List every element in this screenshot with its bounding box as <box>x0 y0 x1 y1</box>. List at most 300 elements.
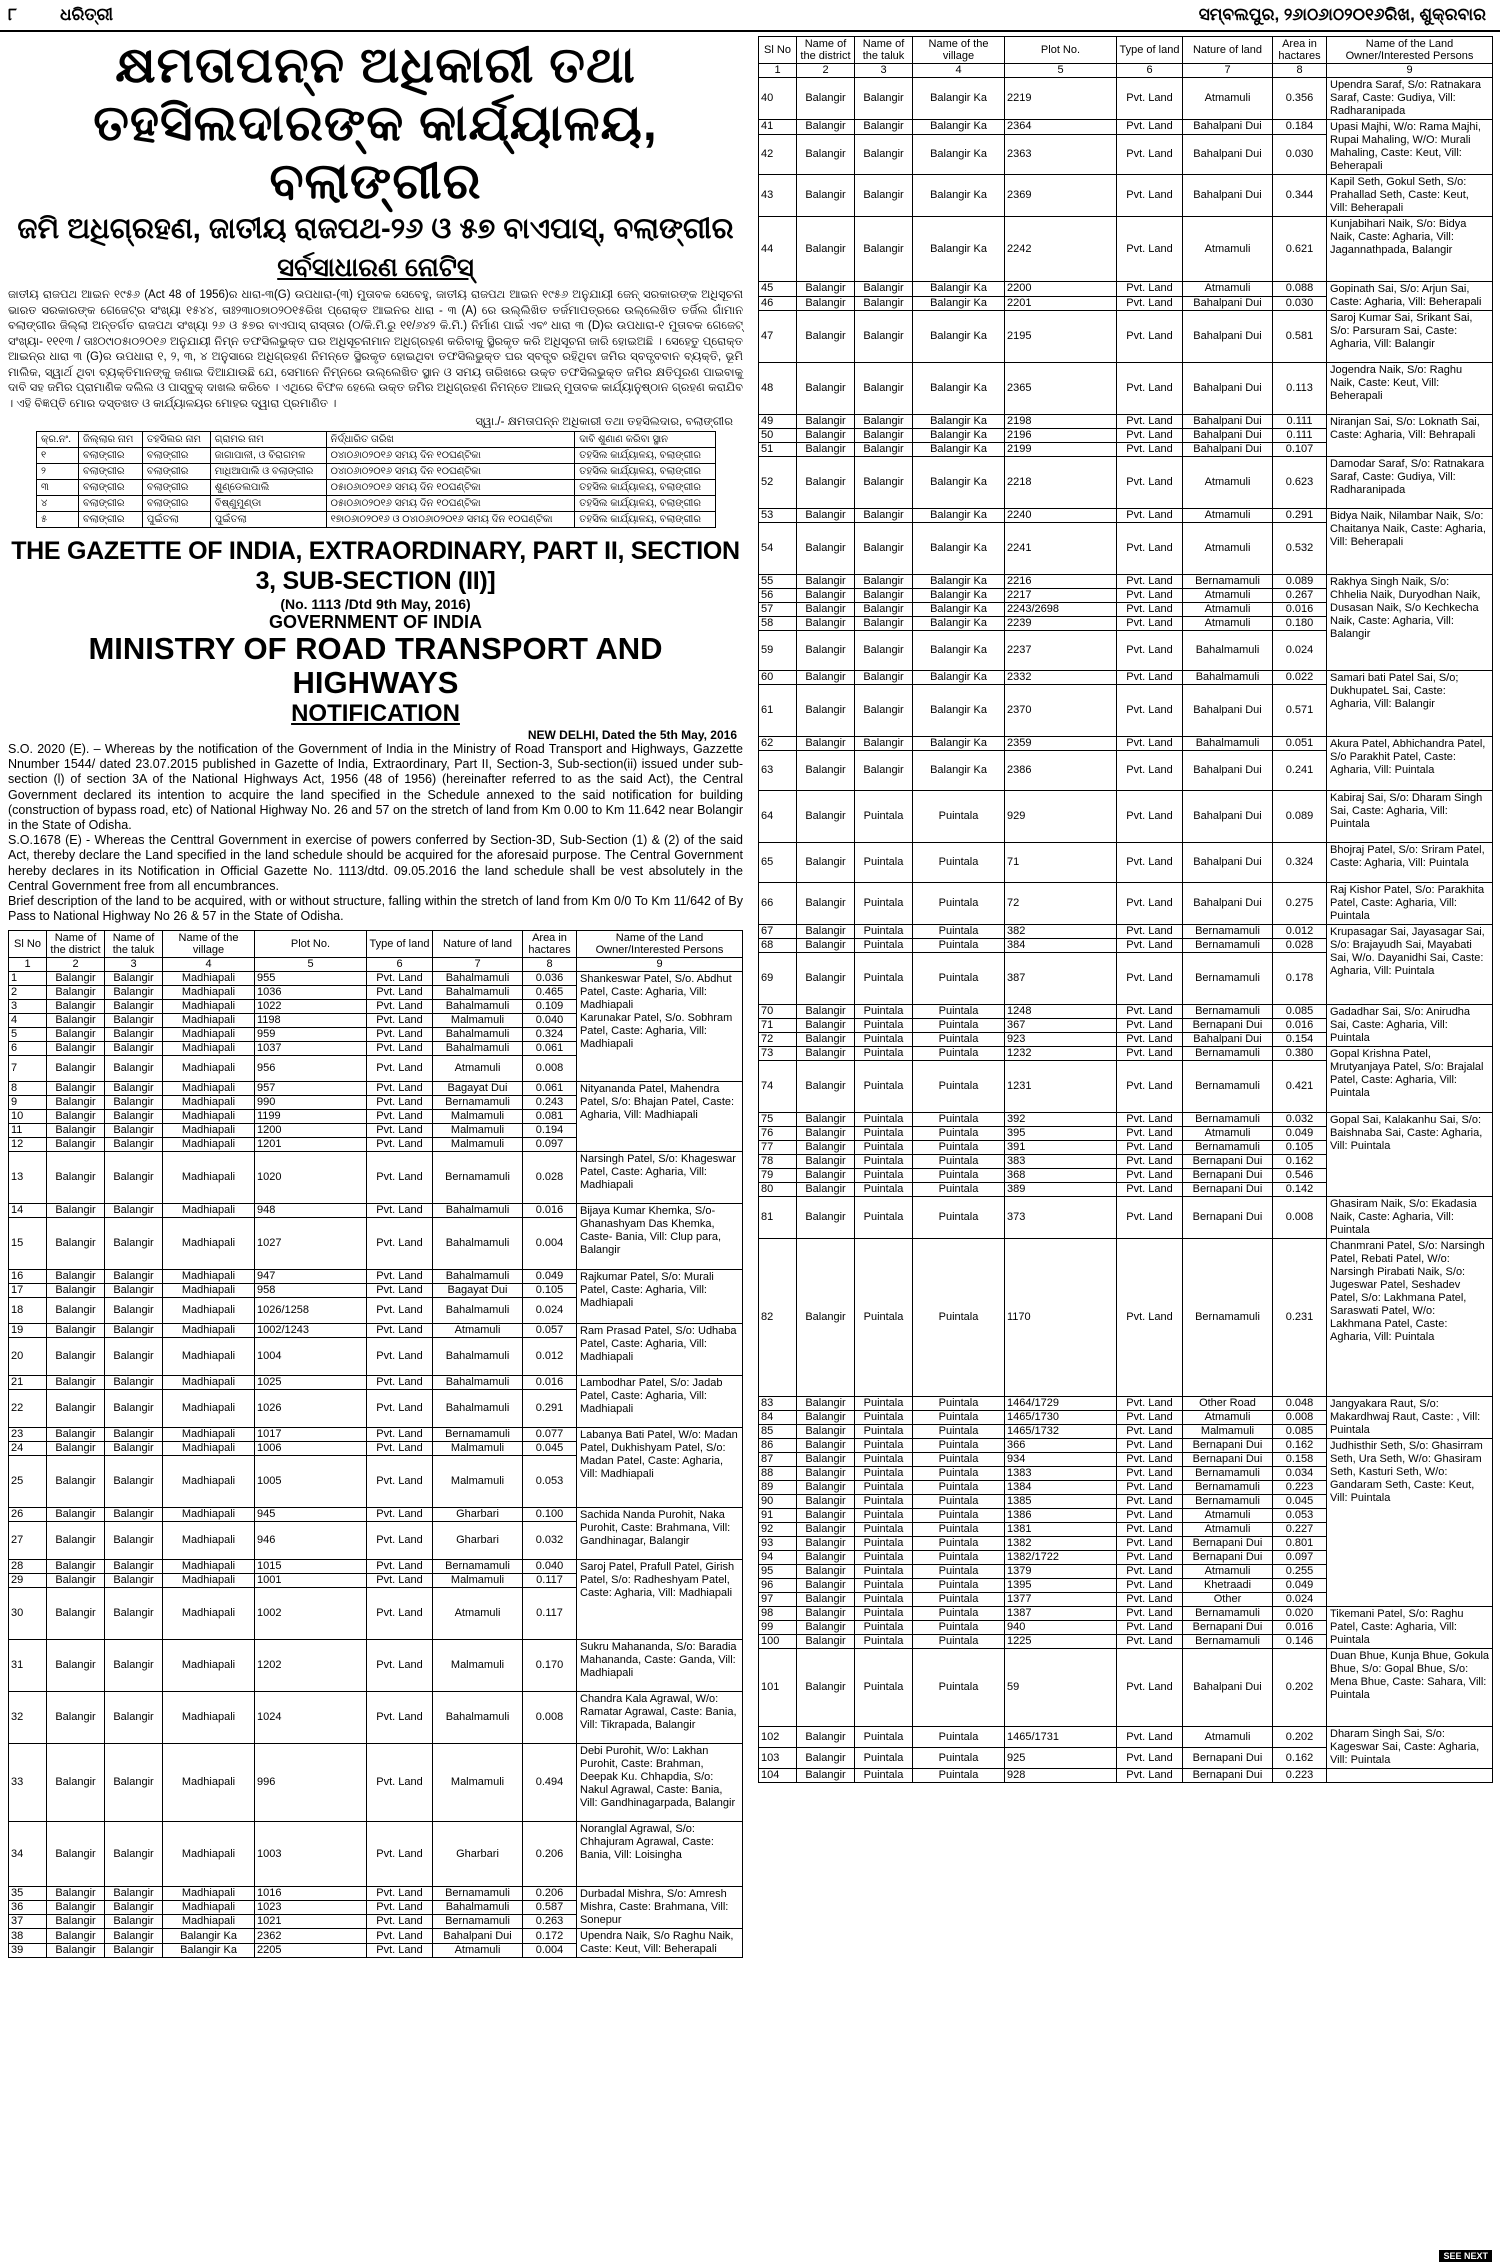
plot-no-cell: 72 <box>1005 883 1117 925</box>
table-cell: Balangir <box>797 751 855 791</box>
table-cell: Pvt. Land <box>367 1442 433 1456</box>
table-cell: 0.024 <box>523 1298 577 1324</box>
table-cell: Balangir <box>47 1822 105 1887</box>
table-row <box>759 883 1493 925</box>
table-cell: Balangir <box>855 589 913 603</box>
table-cell: Bernamamuli <box>433 1887 523 1901</box>
table-cell: 0.172 <box>523 1929 577 1944</box>
table-cell: Puintala <box>855 1523 913 1537</box>
schedule-cell: ୦୪ାଠ୬ାଠ୨୦୧୬ ସମୟ ଦିନ ୧୦ଘଣ୍ଟିକା <box>326 464 575 480</box>
table-cell: Balangir <box>47 1284 105 1298</box>
table-cell: 0.117 <box>523 1588 577 1640</box>
table-cell: Madhiapali <box>163 1574 255 1588</box>
table-cell: Puintala <box>913 1141 1005 1155</box>
table-cell: Balangir <box>797 1127 855 1141</box>
table-cell: Pvt. Land <box>1117 843 1183 883</box>
table-cell: Balangir <box>797 134 855 174</box>
column-number: 8 <box>1273 64 1327 78</box>
table-cell: Atmamuli <box>1183 1523 1273 1537</box>
table-cell: Puintala <box>855 1127 913 1141</box>
table-cell: Puintala <box>855 1141 913 1155</box>
table-cell: 0.587 <box>523 1901 577 1915</box>
schedule-cell: ବଲାଙ୍ଗୀର <box>78 448 142 464</box>
table-cell: Madhiapali <box>163 1915 255 1929</box>
schedule-row <box>37 464 716 480</box>
table-cell: Balangir <box>105 1000 163 1014</box>
table-cell: 97 <box>759 1593 797 1607</box>
table-cell: 49 <box>759 415 797 429</box>
table-cell: 0.085 <box>1273 1005 1327 1019</box>
table-cell: Pvt. Land <box>1117 1033 1183 1047</box>
table-row <box>759 575 1493 589</box>
table-cell: Puintala <box>855 1621 913 1635</box>
table-cell: Balangir <box>797 1061 855 1113</box>
table-cell: Pvt. Land <box>1117 1425 1183 1439</box>
table-cell: Bahalmamuli <box>433 986 523 1000</box>
table-cell: Khetraadi <box>1183 1579 1273 1593</box>
column-header: Plot No. <box>1005 37 1117 64</box>
owner-cell: Tikemani Patel, S/o: Raghu Patel, Caste: Agharia, Vill: Puintala <box>1327 1607 1493 1649</box>
plot-no-cell: 1383 <box>1005 1467 1117 1481</box>
table-cell: Madhiapali <box>163 1152 255 1204</box>
table-cell: Balangir <box>105 1456 163 1508</box>
table-cell: Balangir Ka <box>913 311 1005 363</box>
table-cell: Bahalpani Dui <box>1183 120 1273 135</box>
plot-no-cell: 2240 <box>1005 509 1117 523</box>
table-cell: Madhiapali <box>163 1138 255 1152</box>
table-cell: Pvt. Land <box>1117 134 1183 174</box>
table-cell: 0.016 <box>1273 603 1327 617</box>
table-cell: Balangir <box>855 737 913 751</box>
table-cell: 0.801 <box>1273 1537 1327 1551</box>
table-cell: 6 <box>9 1042 47 1056</box>
plot-no-cell: 1386 <box>1005 1509 1117 1523</box>
table-cell: Malmamuli <box>433 1124 523 1138</box>
table-cell: 0.227 <box>1273 1523 1327 1537</box>
table-cell: Atmamuli <box>1183 78 1273 120</box>
table-cell: 13 <box>9 1152 47 1204</box>
plot-no-cell: 2370 <box>1005 685 1117 737</box>
table-cell: Pvt. Land <box>1117 883 1183 925</box>
table-row <box>759 925 1493 939</box>
plot-no-cell: 384 <box>1005 939 1117 953</box>
table-cell: Balangir <box>47 1887 105 1901</box>
table-row <box>9 1744 743 1822</box>
plot-no-cell: 945 <box>255 1508 367 1522</box>
table-cell: Balangir <box>797 791 855 843</box>
table-cell: Balangir Ka <box>913 120 1005 135</box>
table-cell: 63 <box>759 751 797 791</box>
table-cell: Madhiapali <box>163 1508 255 1522</box>
table-cell: 0.057 <box>523 1324 577 1338</box>
table-cell: Puintala <box>913 843 1005 883</box>
plot-no-cell: 1379 <box>1005 1565 1117 1579</box>
table-cell: 98 <box>759 1607 797 1621</box>
table-cell: Puintala <box>855 1769 913 1783</box>
table-cell: Balangir <box>105 1560 163 1574</box>
plot-no-cell: 1003 <box>255 1822 367 1887</box>
table-cell: Bahalmamuli <box>433 1390 523 1428</box>
table-row <box>759 282 1493 297</box>
plot-no-cell: 1023 <box>255 1901 367 1915</box>
table-cell: Balangir <box>797 282 855 297</box>
table-row <box>759 1649 1493 1727</box>
table-cell: Pvt. Land <box>367 1124 433 1138</box>
table-cell: 0.028 <box>1273 939 1327 953</box>
table-cell: Puintala <box>913 953 1005 1005</box>
table-cell: Puintala <box>855 1005 913 1019</box>
table-cell: Balangir Ka <box>913 415 1005 429</box>
table-cell: Puintala <box>855 1397 913 1411</box>
table-cell: Pvt. Land <box>1117 631 1183 671</box>
table-cell: Malmamuli <box>433 1138 523 1152</box>
table-cell: Balangir <box>797 429 855 443</box>
table-cell: Balangir <box>105 1929 163 1944</box>
table-cell: Atmamuli <box>1183 589 1273 603</box>
owner-cell: Duan Bhue, Kunja Bhue, Gokula Bhue, S/o: Gopal Bhue, S/o: Mena Bhue, Caste: Sahara, Vill: Puintala <box>1327 1649 1493 1727</box>
schedule-row <box>37 512 716 528</box>
owner-cell: Raj Kishor Patel, S/o: Parakhita Patel, Caste: Agharia, Vill: Puintala <box>1327 883 1493 925</box>
table-cell: 0.243 <box>523 1096 577 1110</box>
owner-cell: Sukru Mahananda, S/o: Baradia Mahananda, Caste: Ganda, Vill: Madhiapali <box>577 1640 743 1692</box>
table-cell: 92 <box>759 1523 797 1537</box>
plot-no-cell: 1017 <box>255 1428 367 1442</box>
table-cell: Puintala <box>855 1748 913 1769</box>
plot-no-cell: 1232 <box>1005 1047 1117 1061</box>
table-cell: Bahalmamuli <box>433 1000 523 1014</box>
table-cell: Puintala <box>855 1481 913 1495</box>
column-header: Area in hactares <box>1273 37 1327 64</box>
table-header-row <box>9 931 743 958</box>
table-cell: 52 <box>759 457 797 509</box>
owner-cell: Upasi Majhi, W/o: Rama Majhi, Rupai Mahaling, W/O: Murali Mahaling, Caste: Keut, Vill: Beherapali <box>1327 120 1493 175</box>
table-cell: Pvt. Land <box>1117 1183 1183 1197</box>
table-cell: 0.045 <box>523 1442 577 1456</box>
table-cell: Bernamamuli <box>1183 1481 1273 1495</box>
table-cell: Balangir <box>797 671 855 685</box>
table-cell: Pvt. Land <box>1117 737 1183 751</box>
plot-no-cell: 925 <box>1005 1748 1117 1769</box>
table-cell: Puintala <box>913 1481 1005 1495</box>
table-cell: Balangir <box>47 1270 105 1284</box>
column-header: Nature of land <box>433 931 523 958</box>
table-row <box>9 1082 743 1096</box>
table-cell: Pvt. Land <box>367 1110 433 1124</box>
table-cell: Puintala <box>913 1047 1005 1061</box>
publication-name: ଧରିତ୍ରୀ <box>60 5 114 24</box>
table-cell: Balangir <box>47 1508 105 1522</box>
table-cell: 0.088 <box>1273 282 1327 297</box>
schedule-row <box>37 448 716 464</box>
owner-cell: Gopal Krishna Patel, Mrutyanjaya Patel, S/o: Brajalal Patel, Caste: Agharia, Vill: Puintala <box>1327 1047 1493 1113</box>
table-cell: Bahalmamuli <box>433 1028 523 1042</box>
table-cell: Balangir <box>47 1692 105 1744</box>
plot-no-cell: 1382/1722 <box>1005 1551 1117 1565</box>
table-cell: Balangir <box>797 589 855 603</box>
table-cell: 0.170 <box>523 1640 577 1692</box>
owner-cell: Upendra Naik, S/o Raghu Naik, Caste: Keut, Vill: Beherapali <box>577 1929 743 1958</box>
table-cell: Puintala <box>913 1453 1005 1467</box>
table-cell: 0.053 <box>523 1456 577 1508</box>
table-cell: 0.016 <box>523 1204 577 1218</box>
table-row <box>9 1324 743 1338</box>
table-cell: Balangir <box>47 1042 105 1056</box>
table-cell: 26 <box>9 1508 47 1522</box>
table-cell: Puintala <box>855 1649 913 1727</box>
table-cell: Puintala <box>913 1239 1005 1397</box>
owner-cell: Labanya Bati Patel, W/o: Madan Patel, Dukhishyam Patel, S/o: Madan Patel, Caste: Agharia, Vill: Madhiapali <box>577 1428 743 1508</box>
table-cell: Malmamuli <box>433 1442 523 1456</box>
table-row <box>759 415 1493 429</box>
table-cell: Pvt. Land <box>1117 457 1183 509</box>
table-cell: Bernamamuli <box>1183 925 1273 939</box>
schedule-row <box>37 496 716 512</box>
table-cell: 0.117 <box>523 1574 577 1588</box>
schedule-header-cell: ଦାବି ଶୁଣାଣ କରିବା ସ୍ଥାନ <box>575 432 716 448</box>
plot-no-cell: 1225 <box>1005 1635 1117 1649</box>
schedule-header-cell: ଜିଲ୍ଲାର ନାମ <box>78 432 142 448</box>
owner-cell: Debi Purohit, W/o: Lakhan Purohit, Caste: Brahman, Deepak Ku. Chhapdia, S/o: Nakul Agrawal, Caste: Bania, Vill: Gandhinagarpada, Balangir <box>577 1744 743 1822</box>
table-cell: 72 <box>759 1033 797 1047</box>
table-cell: 0.105 <box>523 1284 577 1298</box>
table-cell: Balangir <box>797 1509 855 1523</box>
table-cell: 50 <box>759 429 797 443</box>
schedule-cell: ତହସିଲ କାର୍ଯ୍ୟାଳୟ, ବଲାଙ୍ଗୀର <box>575 448 716 464</box>
table-cell: Balangir <box>47 1014 105 1028</box>
table-cell: Balangir <box>855 509 913 523</box>
table-cell: Bahalmamuli <box>433 1270 523 1284</box>
owner-cell: Bhojraj Patel, S/o: Sriram Patel, Caste: Agharia, Vill: Puintala <box>1327 843 1493 883</box>
table-cell: 54 <box>759 523 797 575</box>
plot-no-cell: 928 <box>1005 1769 1117 1783</box>
table-cell: 0.016 <box>523 1376 577 1390</box>
table-cell: 89 <box>759 1481 797 1495</box>
schedule-cell: ତହସିଲ କାର୍ଯ୍ୟାଳୟ, ବଲାଙ୍ଗୀର <box>575 480 716 496</box>
owner-cell: Saroj Kumar Sai, Srikant Sai, S/o: Parsuram Sai, Caste: Agharia, Vill: Balangir <box>1327 311 1493 363</box>
table-cell: Pvt. Land <box>1117 1439 1183 1453</box>
table-cell: Balangir <box>47 1376 105 1390</box>
table-cell: Balangir <box>47 1588 105 1640</box>
table-cell: Pvt. Land <box>367 1508 433 1522</box>
plot-no-cell: 1015 <box>255 1560 367 1574</box>
table-cell: Pvt. Land <box>1117 1727 1183 1748</box>
table-cell: Balangir <box>47 1442 105 1456</box>
plot-no-cell: 1464/1729 <box>1005 1397 1117 1411</box>
table-cell: Balangir Ka <box>913 685 1005 737</box>
column-header: Sl No <box>759 37 797 64</box>
table-cell: 0.097 <box>523 1138 577 1152</box>
column-number: 1 <box>759 64 797 78</box>
table-cell: Balangir <box>797 1607 855 1621</box>
table-cell: Bahalpani Dui <box>1183 883 1273 925</box>
table-cell: Puintala <box>855 1169 913 1183</box>
table-cell: Balangir <box>47 1943 105 1958</box>
table-cell: Balangir <box>797 1495 855 1509</box>
table-cell: Pvt. Land <box>1117 1169 1183 1183</box>
table-row <box>759 1397 1493 1411</box>
table-cell: Madhiapali <box>163 1887 255 1901</box>
table-cell: 0.012 <box>523 1338 577 1376</box>
table-cell: Puintala <box>913 1621 1005 1635</box>
table-cell: 0.324 <box>523 1028 577 1042</box>
table-cell: 104 <box>759 1769 797 1783</box>
table-row <box>759 791 1493 843</box>
table-cell: Atmamuli <box>1183 617 1273 631</box>
table-cell: 60 <box>759 671 797 685</box>
table-cell: 28 <box>9 1560 47 1574</box>
table-cell: Balangir <box>855 617 913 631</box>
table-cell: Pvt. Land <box>1117 1113 1183 1127</box>
table-cell: Bernamamuli <box>1183 1047 1273 1061</box>
table-cell: Puintala <box>855 1019 913 1033</box>
table-cell: 0.004 <box>523 1218 577 1270</box>
table-cell: 99 <box>759 1621 797 1635</box>
table-cell: 101 <box>759 1649 797 1727</box>
table-cell: Pvt. Land <box>1117 1481 1183 1495</box>
table-cell: 0.051 <box>1273 737 1327 751</box>
table-cell: 0.085 <box>1273 1425 1327 1439</box>
table-cell: Pvt. Land <box>1117 443 1183 457</box>
table-row <box>759 363 1493 415</box>
table-cell: Bernamamuli <box>1183 953 1273 1005</box>
table-cell: Puintala <box>855 925 913 939</box>
table-cell: 9 <box>9 1096 47 1110</box>
table-cell: Atmamuli <box>1183 1127 1273 1141</box>
table-cell: Madhiapali <box>163 1270 255 1284</box>
table-cell: Pvt. Land <box>367 1390 433 1428</box>
table-cell: Atmamuli <box>433 1324 523 1338</box>
table-cell: Puintala <box>855 939 913 953</box>
table-cell: Balangir <box>105 1744 163 1822</box>
table-cell: Balangir <box>797 617 855 631</box>
owner-cell: Krupasagar Sai, Jayasagar Sai, S/o: Brajayudh Sai, Mayabati Sai, W/o. Dayanidhi Sai, Caste: Agharia, Vill: Puintala <box>1327 925 1493 1005</box>
table-cell: Pvt. Land <box>367 1929 433 1944</box>
table-cell: 0.032 <box>1273 1113 1327 1127</box>
plot-no-cell: 2195 <box>1005 311 1117 363</box>
table-cell: 0.100 <box>523 1508 577 1522</box>
owner-cell: Niranjan Sai, S/o: Loknath Sai, Caste: Agharia, Vill: Behrapali <box>1327 415 1493 457</box>
table-cell: 0.061 <box>523 1042 577 1056</box>
table-cell: Bahalpani Dui <box>1183 296 1273 311</box>
table-cell: Bernapani Dui <box>1183 1183 1273 1197</box>
table-cell: 0.421 <box>1273 1061 1327 1113</box>
column-header: Name of the taluk <box>105 931 163 958</box>
table-cell: Balangir Ka <box>913 217 1005 282</box>
schedule-cell: ୧ <box>37 448 79 464</box>
table-cell: Balangir <box>105 1324 163 1338</box>
schedule-header-row <box>37 432 716 448</box>
table-cell: Pvt. Land <box>367 1056 433 1082</box>
schedule-header-cell: କ୍ର.ନଂ. <box>37 432 79 448</box>
table-cell: Bernamamuli <box>1183 1635 1273 1649</box>
plot-no-cell: 368 <box>1005 1169 1117 1183</box>
plot-no-cell: 1022 <box>255 1000 367 1014</box>
table-cell: Atmamuli <box>1183 523 1273 575</box>
table-cell: Balangir <box>105 1692 163 1744</box>
table-cell: Puintala <box>855 1593 913 1607</box>
odia-title-2: ତହସିଲଦାରଙ୍କ କାର୍ଯ୍ୟାଳୟ, ବଲାଙ୍ଗୀର <box>93 95 658 209</box>
table-cell: 36 <box>9 1901 47 1915</box>
table-cell: Pvt. Land <box>1117 1607 1183 1621</box>
table-cell: Puintala <box>855 883 913 925</box>
table-cell: Pvt. Land <box>1117 1495 1183 1509</box>
table-cell: Puintala <box>913 883 1005 925</box>
plot-no-cell: 1004 <box>255 1338 367 1376</box>
table-row <box>759 1439 1493 1453</box>
table-cell: 0.184 <box>1273 120 1327 135</box>
table-cell: Bernapani Dui <box>1183 1453 1273 1467</box>
table-cell: Puintala <box>913 1523 1005 1537</box>
plot-no-cell: 1395 <box>1005 1579 1117 1593</box>
table-header-row <box>759 37 1493 64</box>
plot-no-cell: 2359 <box>1005 737 1117 751</box>
table-cell: Bernapani Dui <box>1183 1551 1273 1565</box>
table-cell: Balangir <box>47 1110 105 1124</box>
table-cell: 0.275 <box>1273 883 1327 925</box>
table-cell: 0.024 <box>1273 1593 1327 1607</box>
owner-cell: Bidya Naik, Nilambar Naik, S/o: Chaitanya Naik, Caste: Agharia, Vill: Beherapali <box>1327 509 1493 575</box>
table-cell: Bernamamuli <box>433 1915 523 1929</box>
odia-title-1: କ୍ଷମତାପନ୍ନ ଅଧିକାରୀ ତଥା <box>115 37 636 93</box>
schedule-cell: ବଲାଙ୍ଗୀର <box>142 448 210 464</box>
table-cell: Pvt. Land <box>367 1560 433 1574</box>
column-number: 7 <box>433 958 523 972</box>
plot-no-cell: 1021 <box>255 1915 367 1929</box>
plot-no-cell: 1026/1258 <box>255 1298 367 1324</box>
table-cell: Puintala <box>855 1439 913 1453</box>
table-cell: Puintala <box>855 1453 913 1467</box>
table-cell: Madhiapali <box>163 1428 255 1442</box>
table-cell: Malmamuli <box>433 1456 523 1508</box>
table-cell: 5 <box>9 1028 47 1042</box>
table-cell: Balangir <box>105 1082 163 1096</box>
table-cell: 0.008 <box>1273 1411 1327 1425</box>
table-cell: Balangir Ka <box>913 751 1005 791</box>
table-cell: Pvt. Land <box>1117 671 1183 685</box>
paragraph-1: S.O. 2020 (E). – Whereas by the notification of the Government of India in the Ministry of Road Transport and Highways, Gazzette Nnumber 1544/ dated 23.07.2015 published in Gazette of India, Extraordinary, Part II, Section-3, Sub-section(ii) issued under sub-section (l) of section 3A of the National Highways Act, 1956 (48 of 1956) (hereinafter referred to as the said Act), the Central Government declared its intention to acquire the land specified in the Schedule annexed to the said notification for building (construction of bypass road, etc) of National Highway No. 26 and 57 on the stretch of land from Km 0.00 to Km 11.642 near Bolangir in the State of Odisha. <box>8 742 743 833</box>
column-number-row <box>759 64 1493 78</box>
table-row <box>759 737 1493 751</box>
table-cell: 0.621 <box>1273 217 1327 282</box>
table-cell: 55 <box>759 575 797 589</box>
table-cell: Balangir <box>797 925 855 939</box>
table-cell: 25 <box>9 1456 47 1508</box>
table-cell: 0.089 <box>1273 575 1327 589</box>
plot-no-cell: 2364 <box>1005 120 1117 135</box>
odia-notice-body: ଜାତୀୟ ରାଜପଥ ଆଇନ ୧୯୫୬ (Act 48 of 1956)ର ଧାରା-୩(G) ଉପଧାରା-(୩) ମୁତାବକ ସେବେହୁ, ଜାତୀୟ ରାଜପଥ ଆଇନ ୧୯୫୬ ଅନୁଯାୟୀ ଜେନ୍ ସରକାରଙ୍କ ଅଧିସୂଚନା ଭାରତ ସରକାରଙ୍କ ଗେଜେଟ୍ର ସଂଖ୍ୟା ୧୫୪୪, ତାଃ୨୩ାଠ୭ାଠ୨୦୧୫ରିଖ ପ୍ରୋକ୍ତ ଆଇନର ଧାରା - ୩ (A) ରେ ଉଲ୍ଲିଖିତ ତର୍ଜମାପତ୍ରରେ ଉଲ୍ଲେଖିତ ତର୍ଜିଲ ଗାଁମାନ ବଲାଙ୍ଗୀର ଜିଲ୍ଲା ଅନ୍ତର୍ଗତ ରାଜପଥ ସଂଖ୍ୟା ୨୬ ଓ ୫୭ର ବାଏପାସ୍ ରାସ୍ତାର (୦/କି.ମି.ରୁ ୧୧/୬୪୨ କି.ମି.) ନିର୍ମାଣ ପାଇଁ ଏବଂ ଧାରା ୩ (D)ର ଉପଧାରା-୧ ମୁତାବକ ଗେଜେଟ୍ ସଂଖ୍ୟା- ୧୧୧୩ / ତାଃ୦୯ାଠ୫ାଠ୨୦୧୬ ଅନୁଯାୟୀ ନିମ୍ନ ତଫସିଲଭୁକ୍ତ ଘର ଅଧିସୂଚନାମାନ ଅଧିଗ୍ରହଣ କରିବାକୁ ସ୍ଥିରକୃତ କରି ଅଧିସୂଚନା ଜାରି ହୋଇଅଛି । ସେହେତୁ ପ୍ରୋକ୍ତ ଆଇନ୍ର ଧାରା ୩ (G)ର ଉପଧାରା ୧, ୨, ୩, ୪ ଅନୁସାରେ ଅଧିଗ୍ରହଣ ନିମନ୍ତେ ସ୍ଥିରକୃତ ହୋଇଥିବା ତଫସିଲଭୁକ୍ତ ଘର ସ୍ବତ୍ତ୍ବ ରହିଥିବା ଜମିର ସ୍ବତ୍ତ୍ବବାନ ବ୍ୟକ୍ତି, ଭୂମି ମାଲିକ, ସ୍ୱାର୍ଥ ଥିବା ବ୍ୟକ୍ତିମାନଙ୍କୁ ଜଣାଇ ଦିଆଯାଉଛି ଯେ, ସେମାନେ ନିମ୍ନରେ ଉଲ୍ଲେଖିତ ସ୍ଥାନ ଓ ସମୟ ତାରିଖରେ ଉକ୍ତ ତଫସିଲଭୁକ୍ତ ଜମିର କ୍ଷତିପୂରଣ ପାଇବାକୁ ଦାବି ସହ ଜମିର ପ୍ରାମାଣିକ ଦଲିଲ ଓ ପାସ୍ବୁକ୍ ଦାଖଲ କରିବେ । ଏଥିରେ ବିଫଳ ହେଲେ ଉକ୍ତ ଜମିର ଅଧିଗ୍ରହଣ ନିମନ୍ତେ ଆଇନ୍ ମୁତାବକ କାର୍ଯ୍ୟାନୁଷ୍ଠାନ ଗ୍ରହଣ କରାଯିବ । ଏହି ବିଜ୍ଞପ୍ତି ମୋର ଦସ୍ତଖତ ଓ କାର୍ଯ୍ୟାଳୟର ମୋହର ଦ୍ୱାରା ପ୍ରମାଣିତ । <box>8 289 743 410</box>
table-cell: Puintala <box>855 1537 913 1551</box>
table-cell: Pvt. Land <box>1117 1061 1183 1113</box>
schedule-body <box>37 448 716 528</box>
table-cell: Puintala <box>913 1127 1005 1141</box>
table-cell: Balangir <box>47 1522 105 1560</box>
column-number: 7 <box>1183 64 1273 78</box>
table-cell: Balangir <box>47 1000 105 1014</box>
table-cell: Balangir <box>105 1588 163 1640</box>
table-cell: Pvt. Land <box>367 1744 433 1822</box>
owner-cell: Gopinath Sai, S/o: Arjun Sai, Caste: Agharia, Vill: Beherapali <box>1327 282 1493 311</box>
land-schedule-table-right <box>758 36 1493 1783</box>
gazette-number: (No. 1113 /Dtd 9th May, 2016) <box>280 596 471 612</box>
plot-no-cell: 1026 <box>255 1390 367 1428</box>
table-cell: Puintala <box>913 1425 1005 1439</box>
table-cell: 16 <box>9 1270 47 1284</box>
table-cell: Balangir <box>105 1338 163 1376</box>
table-cell: Pvt. Land <box>367 1588 433 1640</box>
table-cell: Pvt. Land <box>1117 1769 1183 1783</box>
table-cell: Puintala <box>913 1033 1005 1047</box>
schedule-cell: ୦୫ାଠ୬ାଠ୨୦୧୬ ସମୟ ଦିନ ୧୦ଘଣ୍ଟିକା <box>326 496 575 512</box>
